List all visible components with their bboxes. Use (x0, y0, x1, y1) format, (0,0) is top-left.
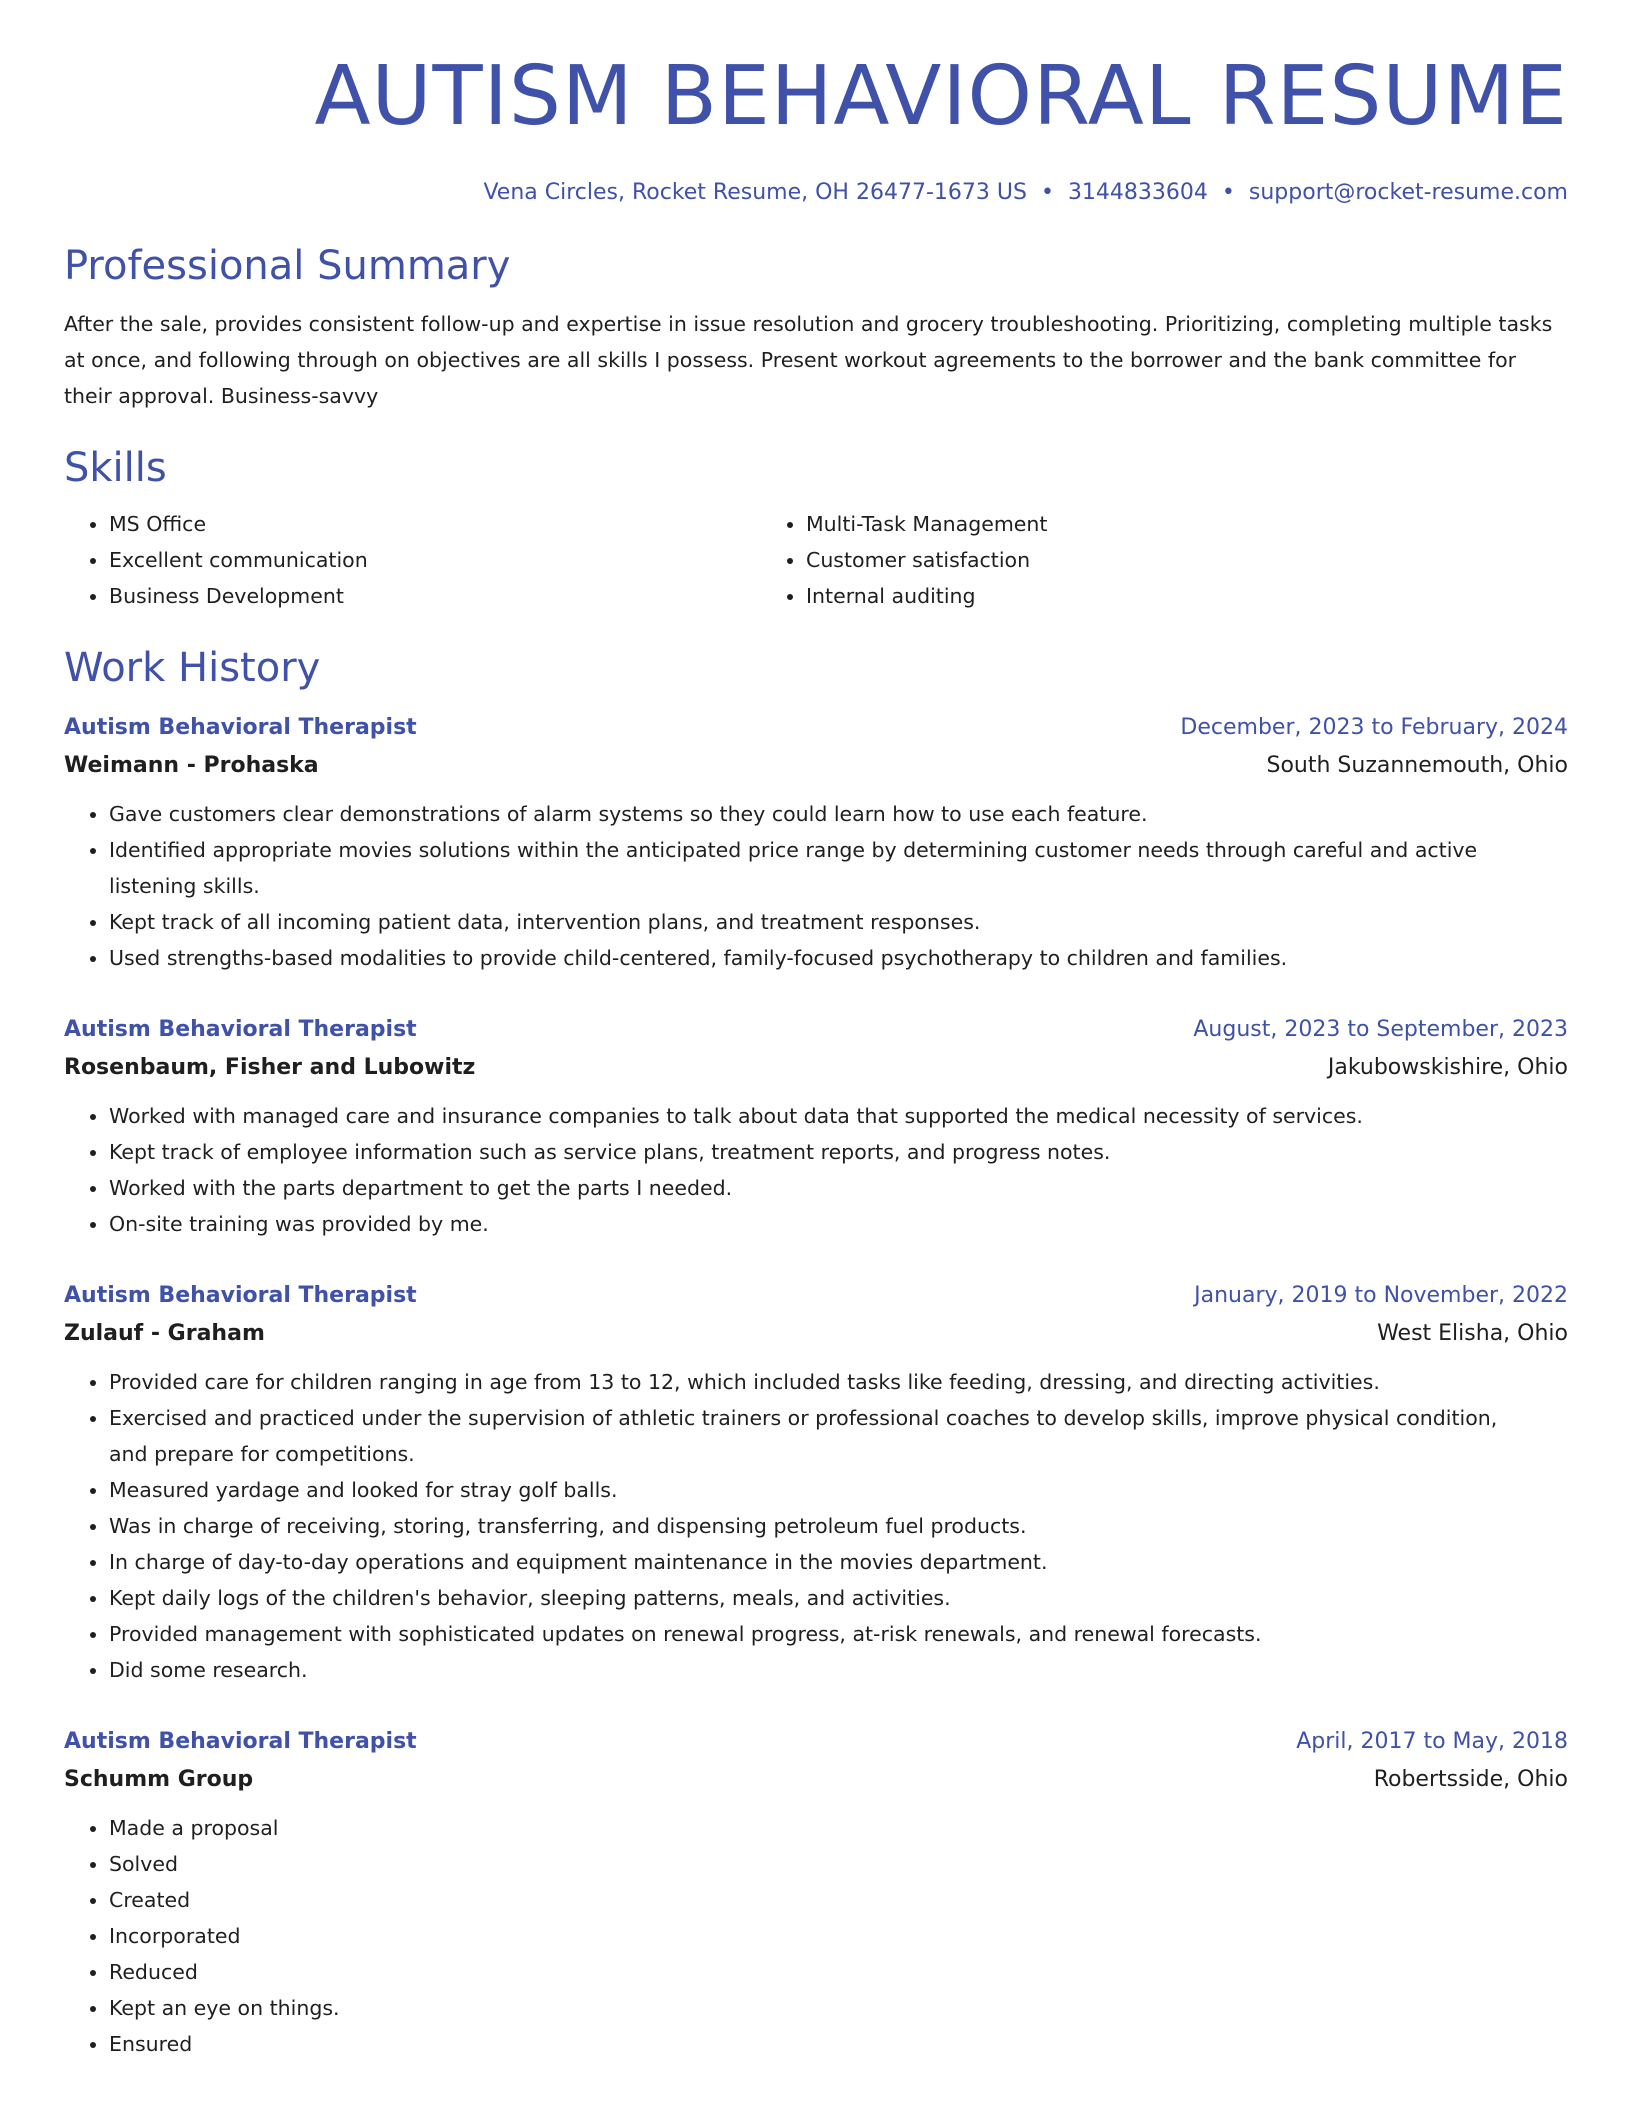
job-bullet: • On-site training was provided by me. (109, 1206, 1568, 1242)
job-title: Autism Behavioral Therapist (64, 715, 417, 741)
job-company-row (64, 1760, 1568, 1800)
job-company: Rosenbaum, Fisher and Lubowitz (64, 1055, 476, 1081)
job-company-row (64, 1048, 1568, 1088)
job-bullets (64, 1364, 1568, 1688)
job-bullet: • Made a proposal (109, 1810, 1568, 1846)
contact-separator: • (1221, 180, 1235, 205)
job-entry (64, 710, 1568, 976)
skill-item: • Excellent communication (109, 542, 761, 578)
contact-address: Vena Circles, Rocket Resume, OH 26477-1673 US (483, 180, 1027, 205)
job-bullets (64, 1810, 1568, 2062)
job-bullet: • Reduced (109, 1954, 1568, 1990)
job-entry (64, 1012, 1568, 1242)
job-bullets (64, 796, 1568, 976)
job-location: South Suzannemouth, Ohio (1266, 753, 1568, 779)
job-bullet: • Provided care for children ranging in age from 13 to 12, which included tasks like feeding, dressing, and directing activities. (109, 1364, 1568, 1400)
job-bullet: • Kept track of all incoming patient data, intervention plans, and treatment responses. (109, 904, 1568, 940)
job-bullet: • Kept daily logs of the children's behavior, sleeping patterns, meals, and activities. (109, 1580, 1568, 1616)
job-company: Weimann - Prohaska (64, 753, 319, 779)
job-bullet: • Worked with the parts department to get the parts I needed. (109, 1170, 1568, 1206)
resume-header (64, 0, 1568, 206)
skills-list (64, 506, 1568, 614)
job-company-row (64, 746, 1568, 786)
skills-column-left (64, 506, 761, 614)
job-bullet: • Did some research. (109, 1652, 1568, 1688)
summary-heading: Professional Summary (64, 243, 511, 290)
work-history-heading: Work History (64, 645, 321, 692)
job-company: Zulauf - Graham (64, 1321, 265, 1347)
job-bullet: • Ensured (109, 2026, 1568, 2062)
job-entry (64, 1724, 1568, 2062)
skills-column-right (761, 506, 1458, 614)
job-bullet: • Solved (109, 1846, 1568, 1882)
job-entry (64, 1278, 1568, 1688)
job-title: Autism Behavioral Therapist (64, 1729, 417, 1755)
contact-email: support@rocket-resume.com (1248, 180, 1568, 205)
job-bullet: • Was in charge of receiving, storing, transferring, and dispensing petroleum fuel products. (109, 1508, 1568, 1544)
job-company: Schumm Group (64, 1767, 254, 1793)
contact-separator: • (1040, 180, 1054, 205)
job-title-row (64, 710, 1568, 746)
job-bullets (64, 1098, 1568, 1242)
job-title: Autism Behavioral Therapist (64, 1283, 417, 1309)
job-bullet: • Provided management with sophisticated updates on renewal progress, at-risk renewals, and renewal forecasts. (109, 1616, 1568, 1652)
job-dates: April, 2017 to May, 2018 (1296, 1729, 1568, 1755)
job-dates: December, 2023 to February, 2024 (1180, 715, 1568, 741)
job-bullet: • Exercised and practiced under the supervision of athletic trainers or professional coaches to develop skills, improve physical condition, and prepare for competitions. (109, 1400, 1568, 1472)
job-location: Jakubowskishire, Ohio (1327, 1055, 1568, 1081)
summary-text: After the sale, provides consistent follow-up and expertise in issue resolution and grocery troubleshooting. Prioritizing, completing multiple tasks at once, and following through on objectives are all skills I possess. Present workout agreements to the borrower and the bank committee for their approval. Business-savvy (64, 312, 1553, 409)
job-bullet: • Kept an eye on things. (109, 1990, 1568, 2026)
skill-item: • Multi-Task Management (806, 506, 1458, 542)
job-title-row (64, 1278, 1568, 1314)
job-bullet: • In charge of day-to-day operations and equipment maintenance in the movies department. (109, 1544, 1568, 1580)
skill-item: • Business Development (109, 578, 761, 614)
resume-title: AUTISM BEHAVIORAL RESUME (314, 49, 1568, 144)
job-location: Robertsside, Ohio (1373, 1767, 1568, 1793)
job-dates: January, 2019 to November, 2022 (1194, 1283, 1568, 1309)
skill-item: • Internal auditing (806, 578, 1458, 614)
job-company-row (64, 1314, 1568, 1354)
contact-phone: 3144833604 (1067, 180, 1208, 205)
job-bullet: • Used strengths-based modalities to provide child-centered, family-focused psychotherapy to children and families. (109, 940, 1568, 976)
job-title-row (64, 1724, 1568, 1760)
job-bullet: • Gave customers clear demonstrations of alarm systems so they could learn how to use each feature. (109, 796, 1568, 832)
skill-item: • MS Office (109, 506, 761, 542)
job-title: Autism Behavioral Therapist (64, 1017, 417, 1043)
skill-item: • Customer satisfaction (806, 542, 1458, 578)
job-bullet: • Measured yardage and looked for stray golf balls. (109, 1472, 1568, 1508)
job-dates: August, 2023 to September, 2023 (1193, 1017, 1568, 1043)
job-bullet: • Created (109, 1882, 1568, 1918)
job-bullet: • Identified appropriate movies solutions within the anticipated price range by determining customer needs through careful and active listening skills. (109, 832, 1568, 904)
job-bullet: • Kept track of employee information such as service plans, treatment reports, and progress notes. (109, 1134, 1568, 1170)
contact-line (64, 180, 1568, 206)
skills-heading: Skills (64, 445, 167, 492)
job-title-row (64, 1012, 1568, 1048)
job-location: West Elisha, Ohio (1377, 1321, 1568, 1347)
job-bullet: • Incorporated (109, 1918, 1568, 1954)
resume-page (64, 0, 1568, 2062)
job-bullet: • Worked with managed care and insurance companies to talk about data that supported the medical necessity of services. (109, 1098, 1568, 1134)
